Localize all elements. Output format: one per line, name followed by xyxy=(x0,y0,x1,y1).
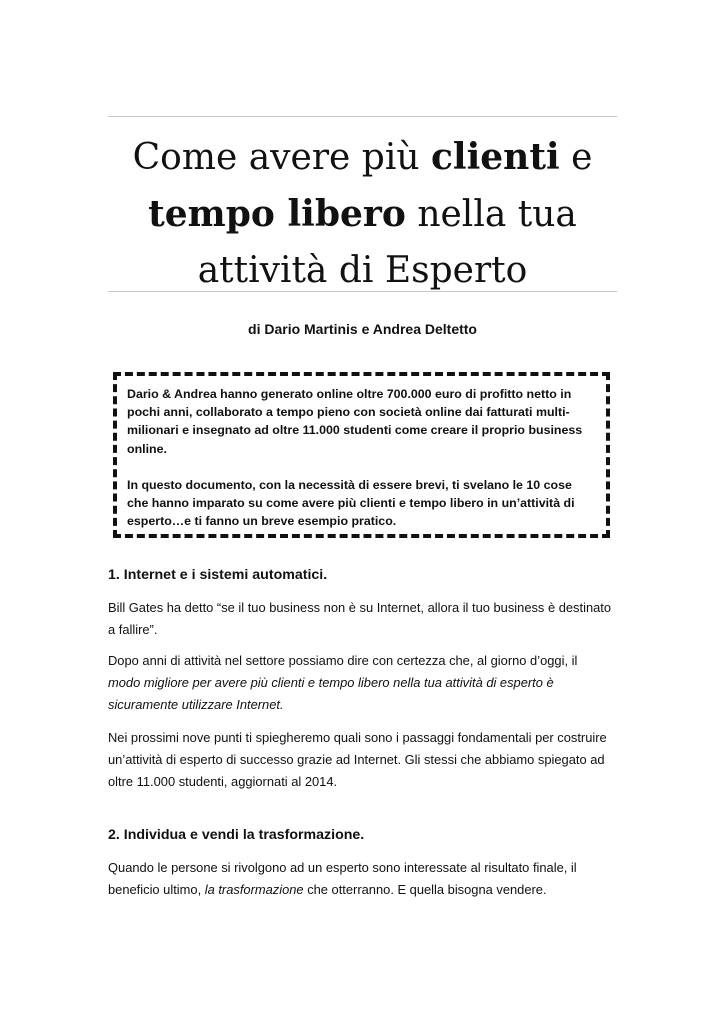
title-line-1: Come avere più clienti e xyxy=(132,136,593,178)
title-emphasis-tempo-libero: tempo libero xyxy=(148,193,406,235)
section-2-italic-term: la trasformazione xyxy=(204,882,304,897)
callout-paragraph-2: In questo documento, con la necessità di essere brevi, ti svelano le 10 cose che hanno imparato su come avere più clienti e tempo libero in un’attività di esperto…e ti fanno un breve esempio pratico. xyxy=(127,477,575,529)
section-2-heading: 2. Individua e vendi la trasformazione. xyxy=(108,827,365,843)
title-line-2: tempo libero nella tua xyxy=(148,193,577,235)
title-emphasis-clienti: clienti xyxy=(430,136,560,178)
section-2-paragraph-1: Quando le persone si rivolgono ad un esperto sono interessate al risultato finale, il beneficio ultimo, la trasformazione che otterranno. E quella bisogna vendere. xyxy=(108,860,577,897)
section-1-paragraph-1: Bill Gates ha detto “se il tuo business non è su Internet, allora il tuo business è destinato a fallire”. xyxy=(108,600,612,637)
title-top-divider xyxy=(108,116,617,117)
intro-callout-box xyxy=(113,372,610,538)
section-1-heading: 1. Internet e i sistemi automatici. xyxy=(108,567,328,583)
document-title xyxy=(100,129,625,299)
title-bottom-divider xyxy=(108,291,617,292)
section-1-paragraph-2: Dopo anni di attività nel settore possiamo dire con certezza che, al giorno d’oggi, il modo migliore per avere più clienti e tempo libero nella tua attività di esperto è sicuramente utilizzare Internet. xyxy=(108,653,578,712)
authors-byline: di Dario Martinis e Andrea Deltetto xyxy=(248,321,477,337)
title-line-3: attività di Esperto xyxy=(197,250,528,291)
section-1-italic-statement: modo migliore per avere più clienti e tempo libero nella tua attività di esperto è sicuramente utilizzare Internet. xyxy=(108,675,554,712)
callout-paragraph-1: Dario & Andrea hanno generato online oltre 700.000 euro di profitto netto in pochi anni, collaborato a tempo pieno con società online dai fatturati multi-milionari e insegnato ad oltre 11.000 studenti come creare il proprio business online. xyxy=(127,387,583,456)
section-1-paragraph-3: Nei prossimi nove punti ti spiegheremo quali sono i passaggi fondamentali per costruire un’attività di esperto di successo grazie ad Internet. Gli stessi che abbiamo spiegato ad oltre 11.000 studenti, aggiornati al 2014. xyxy=(108,730,607,789)
